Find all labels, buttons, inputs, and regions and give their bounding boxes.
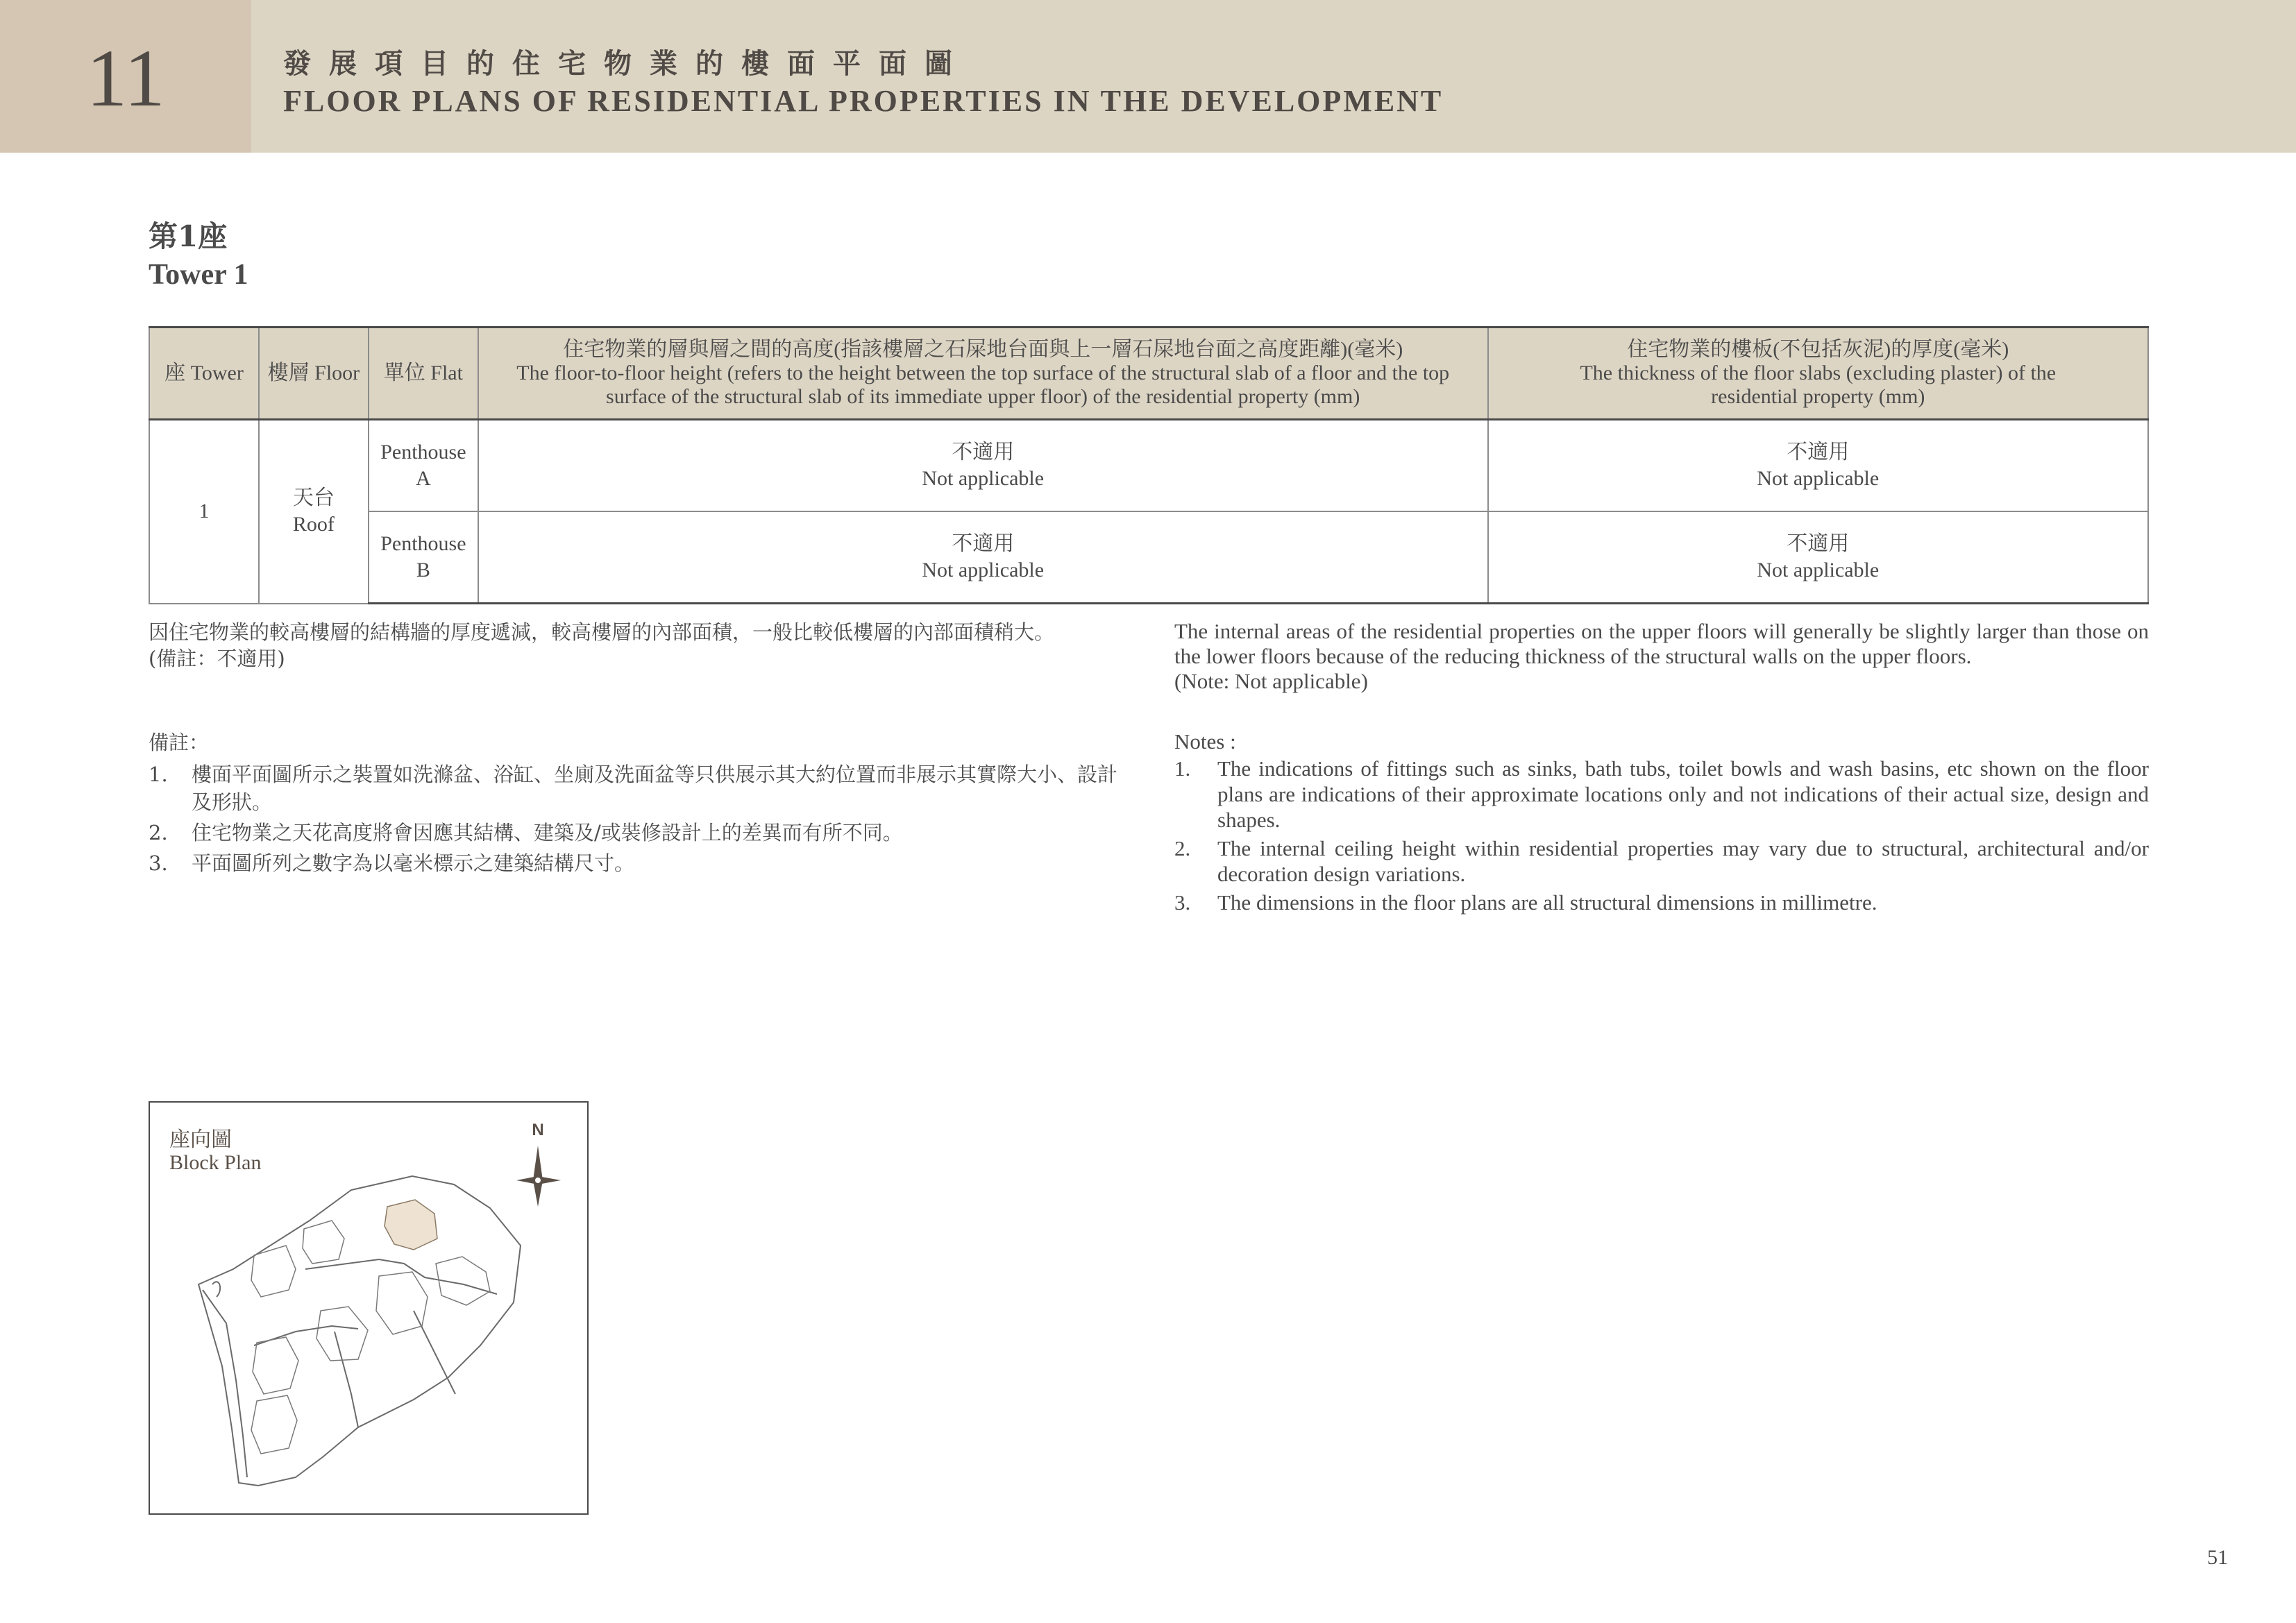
note-number: 2. [1174,836,1191,860]
remark-en [1174,619,2149,694]
table-header-row [149,328,2148,420]
block-plan-title-en: Block Plan [169,1151,262,1174]
cell-floor-en: Roof [292,513,335,536]
chapter-title-en: FLOOR PLANS OF RESIDENTIAL PROPERTIES IN THE DEVELOPMENT [283,84,1444,118]
note-text: 平面圖所列之數字為以毫米標示之建築結構尺寸。 [192,851,635,875]
notes-zh-heading: 備註： [149,731,210,754]
cell-floor-height-zh: 不適用 [952,441,1015,464]
header-floor-height-en: The floor-to-floor height (refers to the height between the top surface of the structural slab of a floor and the top surface of the structural slab of its immediate upper floor) of the residential property (mm) [516,362,1450,408]
page-number: 51 [2207,1546,2228,1569]
cell-floor-height [478,511,1488,604]
header-slab-thickness [1488,328,2148,420]
cell-floor [259,420,369,604]
north-label: N [532,1121,544,1139]
remark-en-text: The internal areas of the residential properties on the upper floors will generally be slightly larger than those on the lower floors because of the reducing thickness of the structural walls on the upper floors. [1174,619,2149,668]
note-number: 3. [149,851,168,875]
header-floor: 樓層 Floor [259,328,369,420]
list-item [1174,835,2149,887]
cell-floor-zh: 天台 [292,486,335,510]
chapter-title-zh: 發展項目的住宅物業的樓面平面圖 [283,47,970,80]
tower-title-zh: 第1座 [149,219,228,253]
cell-flat-line1: Penthouse [380,532,466,555]
list-item [149,849,1134,877]
cell-flat-line1: Penthouse [380,441,466,464]
table-row [149,420,2148,512]
note-number: 3. [1174,890,1191,915]
cell-slab-thickness-en: Not applicable [1757,467,1880,490]
cell-floor-height [478,420,1488,512]
chapter-number-box [0,0,251,153]
chapter-header [0,0,2296,153]
cell-floor-height-en: Not applicable [922,467,1045,490]
remark-zh-text: 因住宅物業的較高樓層的結構牆的厚度遞減，較高樓層的內部面積，一般比較低樓層的內部面積稍大。 [149,620,1055,644]
notes-en [1174,729,2149,918]
notes-zh [149,729,1134,880]
table-row [149,511,2148,604]
notes-en-list [1174,756,2149,915]
cell-slab-thickness-zh: 不適用 [1787,532,1850,555]
note-number: 1. [1174,756,1191,781]
site-plan [199,1176,521,1486]
list-item [149,760,1134,816]
note-text: The dimensions in the floor plans are all structural dimensions in millimetre. [1217,890,1877,915]
remark-en-note: (Note: Not applicable) [1174,669,1368,693]
header-slab-thickness-zh: 住宅物業的樓板(不包括灰泥)的厚度(毫米) [1627,338,2009,361]
notes-zh-list [149,760,1134,877]
list-item [1174,756,2149,833]
note-text: The indications of fittings such as sinks, bath tubs, toilet bowls and wash basins, etc shown on the floor plans are indications of their approximate locations only and not indications of their actual size, design and shapes. [1217,756,2149,832]
tower-1-highlight [385,1200,437,1250]
note-text: 住宅物業之天花高度將會因應其結構、建築及/或裝修設計上的差異而有所不同。 [192,821,903,844]
list-item [1174,890,2149,915]
cell-slab-thickness-zh: 不適用 [1787,441,1850,464]
notes-en-heading: Notes : [1174,729,1236,754]
list-item [149,819,1134,847]
header-slab-thickness-en: The thickness of the floor slabs (excluding plaster) of the residential property (mm) [1580,362,2057,408]
header-floor-height [478,328,1488,420]
note-number: 2. [149,821,168,844]
cell-flat-line2: A [416,467,431,490]
note-text: The internal ceiling height within residential properties may vary due to structural, architectural and/or decoration design variations. [1217,836,2149,886]
cell-floor-height-zh: 不適用 [952,532,1015,555]
floor-height-table [149,326,2149,604]
cell-slab-thickness [1488,420,2148,512]
cell-flat [369,420,478,512]
block-plan-drawing [150,1103,587,1513]
block-plan-title-zh: 座向圖 [169,1128,232,1152]
chapter-number: 11 [86,33,165,124]
block-plan [149,1101,589,1515]
building-blocks [251,1221,490,1454]
header-tower: 座 Tower [149,328,259,420]
north-arrow-icon [516,1121,561,1207]
note-text: 樓面平面圖所示之裝置如洗滌盆、浴缸、坐廁及洗面盆等只供展示其大約位置而非展示其實際大小、設計及形狀。 [192,763,1118,814]
tower-title-en: Tower 1 [149,259,248,291]
header-floor-height-zh: 住宅物業的層與層之間的高度(指該樓層之石屎地台面與上一層石屎地台面之高度距離)(毫米) [563,338,1403,361]
remark-zh-note: (備註：不適用) [149,647,285,670]
cell-flat-line2: B [416,559,430,581]
note-number: 1. [149,763,168,786]
remark-zh [149,619,1134,672]
cell-tower: 1 [149,420,259,604]
cell-flat [369,511,478,604]
cell-floor-height-en: Not applicable [922,559,1045,581]
header-flat: 單位 Flat [369,328,478,420]
cell-slab-thickness [1488,511,2148,604]
cell-slab-thickness-en: Not applicable [1757,559,1880,581]
